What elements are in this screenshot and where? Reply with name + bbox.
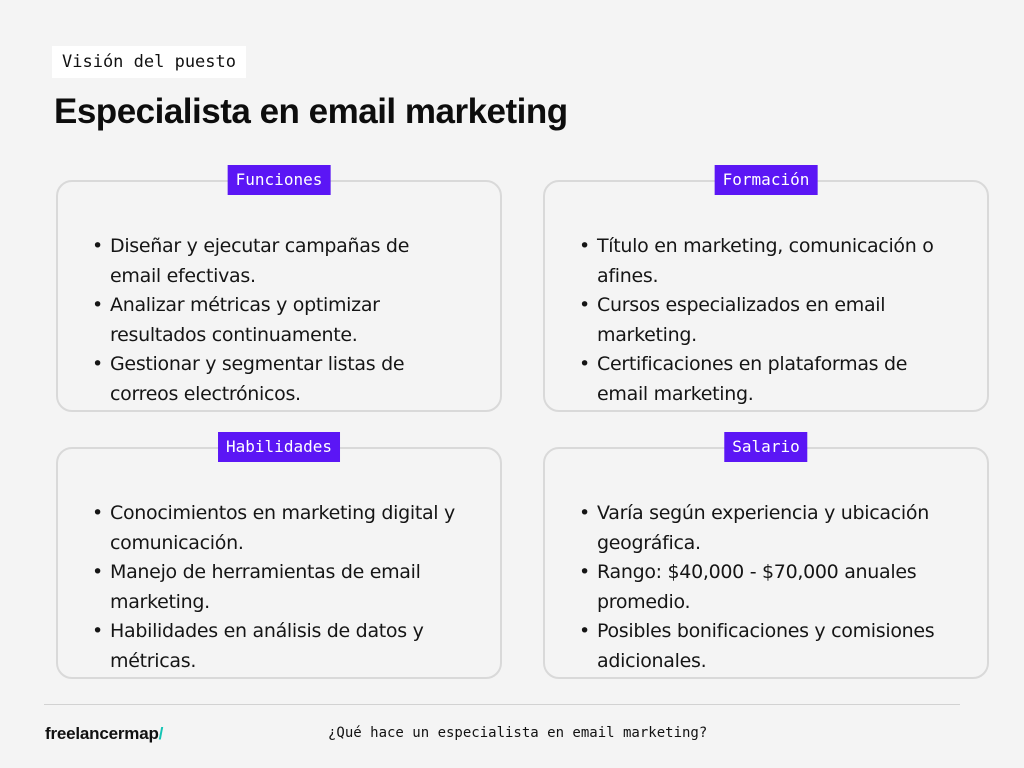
card-list-habilidades — [92, 499, 462, 676]
freelancermap-logo — [45, 724, 163, 744]
footer-divider — [44, 704, 960, 705]
card-badge-salario: Salario — [724, 432, 807, 462]
list-item: • Analizar métricas y optimizar resultados continuamente. — [92, 291, 462, 350]
card-formacion — [543, 170, 989, 412]
card-salario — [543, 437, 989, 679]
card-badge-habilidades: Habilidades — [218, 432, 340, 462]
card-habilidades — [56, 437, 502, 679]
list-item: • Título en marketing, comunicación o afines. — [579, 232, 949, 291]
list-item: • Manejo de herramientas de email marketing. — [92, 558, 462, 617]
list-item: • Conocimientos en marketing digital y comunicación. — [92, 499, 462, 558]
card-badge-formacion: Formación — [715, 165, 818, 195]
list-item: • Diseñar y ejecutar campañas de email efectivas. — [92, 232, 462, 291]
card-badge-funciones: Funciones — [228, 165, 331, 195]
card-list-funciones — [92, 232, 462, 409]
logo-text: freelancermap — [45, 724, 159, 743]
logo-slash: / — [158, 724, 164, 743]
card-funciones — [56, 170, 502, 412]
page-title: Especialista en email marketing — [54, 92, 568, 131]
section-tag: Visión del puesto — [52, 46, 246, 78]
list-item: • Varía según experiencia y ubicación geográfica. — [579, 499, 949, 558]
list-item: • Posibles bonificaciones y comisiones adicionales. — [579, 617, 949, 676]
list-item: • Cursos especializados en email marketing. — [579, 291, 949, 350]
footer-caption: ¿Qué hace un especialista en email marketing? — [328, 725, 708, 741]
list-item: • Rango: $40,000 - $70,000 anuales promedio. — [579, 558, 949, 617]
list-item: • Certificaciones en plataformas de email marketing. — [579, 350, 949, 409]
card-list-formacion — [579, 232, 949, 409]
list-item: • Habilidades en análisis de datos y métricas. — [92, 617, 462, 676]
list-item: • Gestionar y segmentar listas de correos electrónicos. — [92, 350, 462, 409]
card-list-salario — [579, 499, 949, 676]
